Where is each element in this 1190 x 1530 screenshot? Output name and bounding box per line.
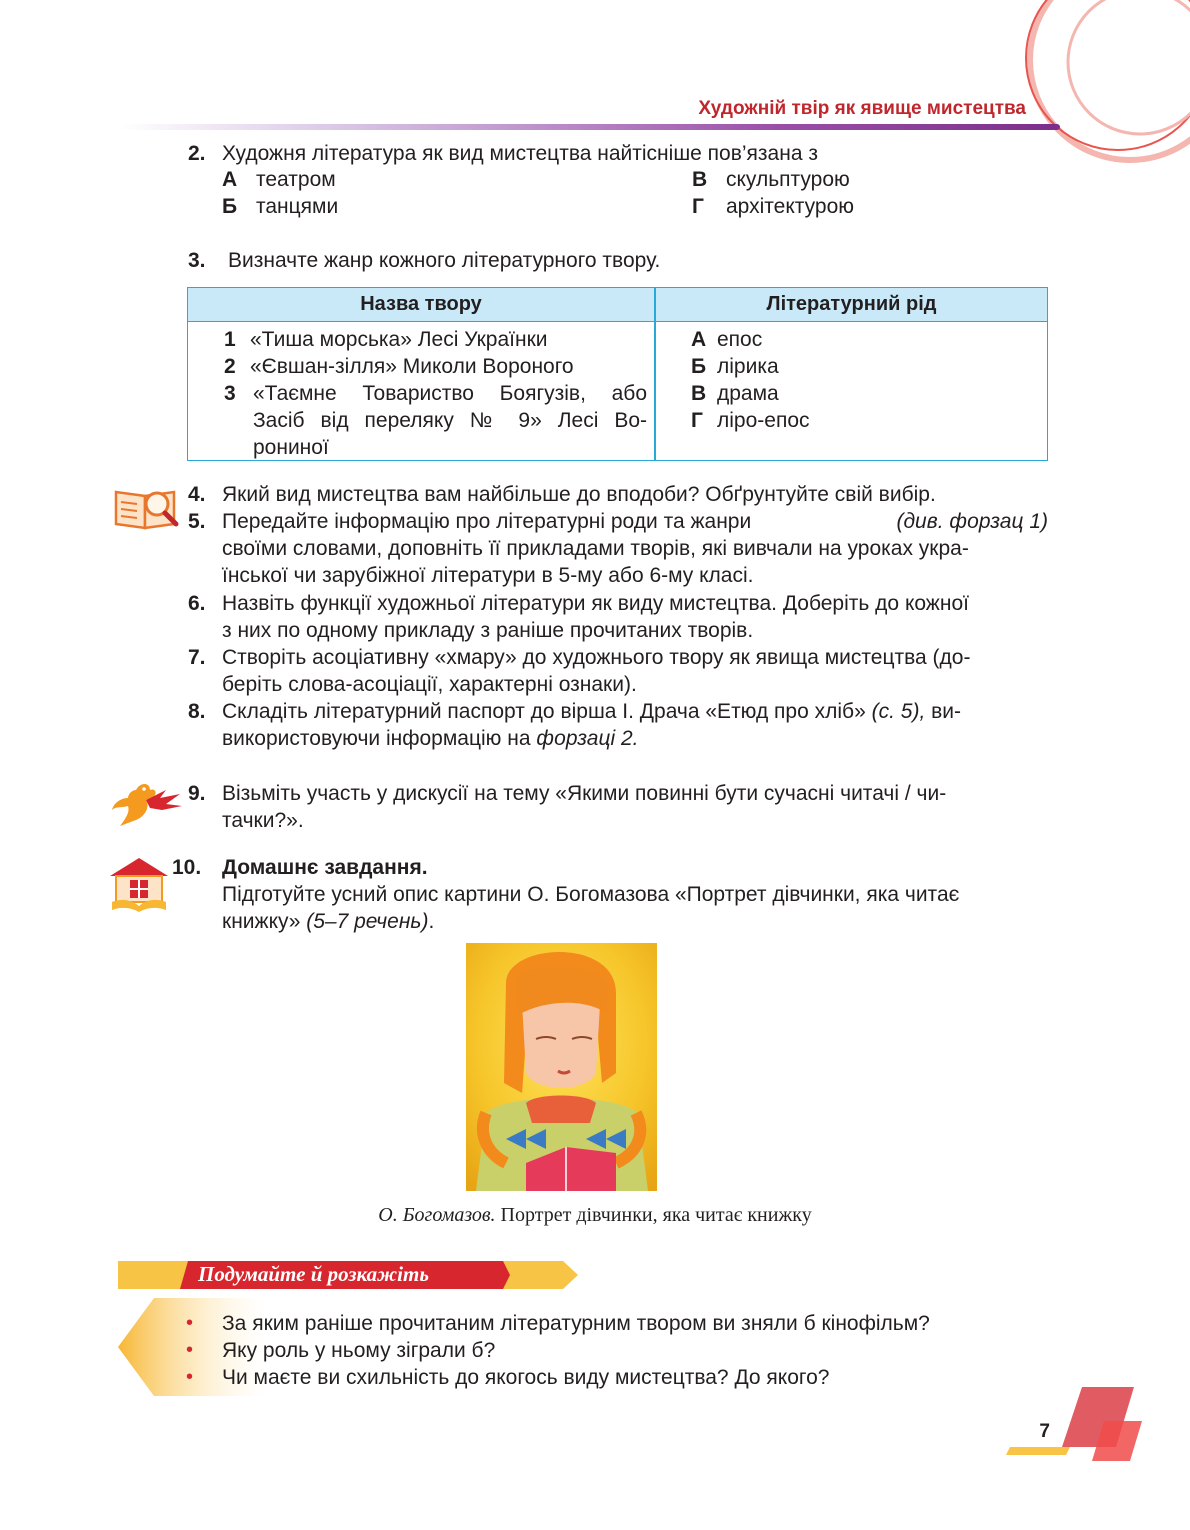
task-5-line-3: їнської чи зарубіжної літератури в 5-му або 6-му класі.: [222, 564, 754, 587]
kind-letter: А: [691, 328, 707, 351]
task-9-line-2: тачки?».: [222, 809, 304, 832]
option-text: скульптурою: [726, 168, 850, 191]
discuss-item-2: Яку роль у ньому зіграли б?: [222, 1339, 496, 1362]
task-8-text: Складіть літературний паспорт до вірша І. Драча «Етюд про хліб»: [222, 700, 866, 723]
task-8-line-2: [222, 725, 639, 752]
page-corner-decoration: [1000, 1385, 1150, 1465]
discuss-item-1: За яким раніше прочитаним літературним твором ви зняли б кінофільм?: [222, 1312, 930, 1335]
task-8-hyphen: ви-: [931, 700, 962, 723]
task-9-number: 9.: [188, 782, 206, 805]
q2-option-h: [692, 193, 854, 220]
table-kind-a: [691, 326, 762, 353]
caption-author: О. Богомазов.: [378, 1204, 496, 1226]
section-title: Художній твір як явище мистецтва: [698, 98, 1026, 119]
option-letter: Б: [222, 195, 238, 218]
work-title: «Євшан-зілля» Миколи Вороного: [250, 355, 574, 378]
work-title-line: рониної: [253, 436, 329, 459]
option-text: танцями: [256, 195, 339, 218]
task-4-text: Який вид мистецтва вам найбільше до вподоби? Обґрунтуйте свій вибір.: [222, 483, 936, 506]
task-7-line-2: беріть слова-асоціації, характерні ознаки).: [222, 673, 637, 696]
option-text: архітектурою: [726, 195, 854, 218]
discuss-banner-title: Подумайте й розкажіть: [198, 1262, 429, 1286]
kind-text: лірика: [717, 355, 779, 378]
table-header-kind: Літературний рід: [766, 293, 937, 315]
task-8-number: 8.: [188, 700, 206, 723]
homework-house-icon: [108, 854, 170, 916]
table-work-1: [224, 326, 548, 353]
task-9-line-1: Візьміть участь у дискусії на тему «Якими повинні бути сучасні читачі / чи-: [222, 782, 947, 805]
task-10-number: 10.: [172, 856, 202, 879]
header-rule: [120, 124, 1060, 130]
task-5-number: 5.: [188, 510, 206, 533]
option-letter: А: [222, 168, 238, 191]
option-letter: Г: [692, 195, 704, 218]
q3-text: Визначте жанр кожного літературного твору.: [228, 249, 661, 272]
task-10-reference: (5–7 речень): [306, 910, 429, 933]
table-header-title: Назва твору: [360, 293, 482, 315]
task-6-number: 6.: [188, 592, 206, 615]
bullet-dot: •: [186, 1339, 194, 1361]
task-4-number: 4.: [188, 483, 206, 506]
q2-option-b: [222, 193, 338, 220]
work-number: 3: [224, 382, 236, 405]
kind-text: епос: [717, 328, 763, 351]
task-8-reference: форзаці 2.: [536, 727, 639, 750]
table-kind-h: [691, 407, 810, 434]
table-kind-v: [691, 380, 779, 407]
kind-text: драма: [717, 382, 779, 405]
kind-letter: Б: [691, 355, 707, 378]
genre-table: [187, 287, 1048, 461]
work-number: 1: [224, 328, 236, 351]
painting-girl-reading: [466, 943, 657, 1191]
q2-number: 2.: [188, 142, 206, 165]
discuss-item-3: Чи маєте ви схильність до якогось виду мистецтва? До якого?: [222, 1366, 830, 1389]
option-text: театром: [256, 168, 336, 191]
work-title-line: Засіб від переляку № 9» Лесі Во-: [253, 409, 647, 432]
task-8-reference: (с. 5),: [871, 700, 926, 723]
task-5-reference: (див. форзац 1): [896, 510, 1048, 533]
q2-option-v: [692, 166, 850, 193]
task-5-line-1: Передайте інформацію про літературні роди та жанри: [222, 510, 752, 533]
task-6-line-1: Назвіть функції художньої літератури як виду мистецтва. Доберіть до кожної: [222, 592, 969, 615]
task-10-line-2: [222, 908, 434, 935]
book-magnifier-icon: [112, 484, 182, 532]
q2-text: Художня література як вид мистецтва найтісніше пов’язана з: [222, 142, 818, 165]
task-10-text: книжку»: [222, 910, 301, 933]
work-title: «Тиша морська» Лесі Українки: [250, 328, 548, 351]
caption-title: Портрет дівчинки, яка читає книжку: [500, 1204, 812, 1226]
kind-letter: Г: [691, 409, 703, 432]
q3-number: 3.: [188, 249, 206, 272]
table-work-2: [224, 353, 574, 380]
header-circles-decoration: [1000, 0, 1190, 170]
task-10-title: Домашнє завдання.: [222, 856, 428, 879]
option-letter: В: [692, 168, 708, 191]
kind-letter: В: [691, 382, 707, 405]
task-8-line-1: [222, 698, 961, 725]
task-7-number: 7.: [188, 646, 206, 669]
task-6-line-2: з них по одному прикладу з раніше прочитаних творів.: [222, 619, 754, 642]
bullet-dot: •: [186, 1366, 194, 1388]
painting-caption: [0, 1204, 1190, 1227]
work-number: 2: [224, 355, 236, 378]
page-number: 7: [1039, 1421, 1050, 1442]
kind-text: ліро-епос: [717, 409, 810, 432]
pegasus-icon: [106, 780, 184, 832]
q2-option-a: [222, 166, 336, 193]
table-work-3: [224, 380, 250, 407]
task-8-text: використовуючи інформацію на: [222, 727, 531, 750]
task-10-period: .: [428, 910, 435, 933]
work-title-line: «Таємне Товариство Боягузів, або: [253, 382, 647, 405]
task-7-line-1: Створіть асоціативну «хмару» до художнього твору як явища мистецтва (до-: [222, 646, 971, 669]
task-10-line-1: Підготуйте усний опис картини О. Богомазова «Портрет дівчинки, яка читає: [222, 883, 960, 906]
task-5-line-2: своїми словами, доповніть її прикладами творів, які вивчали на уроках укра-: [222, 537, 969, 560]
bullet-dot: •: [186, 1312, 194, 1334]
table-kind-b: [691, 353, 779, 380]
